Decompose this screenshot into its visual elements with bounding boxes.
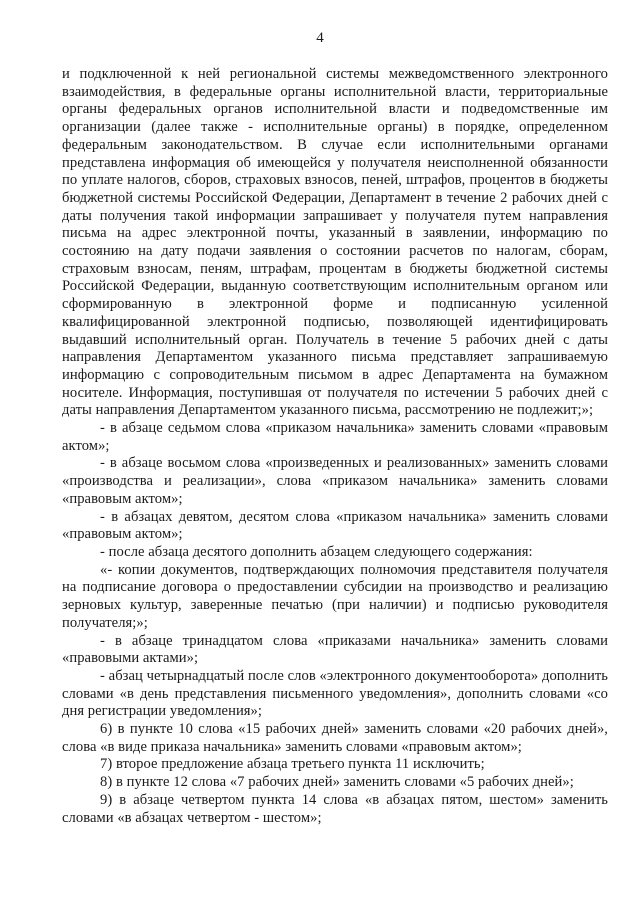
paragraph-item: - после абзаца десятого дополнить абзацем следующего содержания: [100, 543, 533, 560]
paragraph-continuation: и подключенной к ней региональной системы межведомственного электронного взаимодействия, в федеральные органы исполнительной власти, территориальные органы федеральных органов исполнительной власти и подведомственные им организации (далее также - исполнительные органы) в порядке, определенном федеральным законодательством. В случае если исполнительными органами представлена информация об имеющейся у получателя неисполненной обязанности по уплате налогов, сборов, страховых взносов, пеней, штрафов, процентов в бюджеты бюджетной системы Российской Федерации, Департамент в течение 2 рабочих дней с даты получения такой информации запрашивает у получателя путем направления письма на адрес электронной почты, указанный в заявлении, информацию по состоянию на дату подачи заявления о состоянии расчетов по налогам, сборам, страховым взносам, пеням, штрафам, процентам в бюджеты бюджетной системы Российской Федерации, выданную соответствующим исполнительным органом или сформированную в электронной форме и подписанную усиленной квалифицированной электронной подписью, позволяющей идентифицировать выдавший исполнительный орган. Получатель в течение 5 рабочих дней с даты направления Департаментом указанного письма представляет запрашиваемую информацию с сопроводительным письмом в адрес Департамента на бумажном носителе. Информация, поступившая от получателя по истечении 5 рабочих дней с даты направления Департаментом указанного письма, рассмотрению не подлежит;»; [62, 66, 608, 419]
paragraph-item: - в абзаце седьмом слова «приказом начальника» заменить словами «правовым актом»; [62, 420, 608, 454]
paragraph-point-8: 8) в пункте 12 слова «7 рабочих дней» заменить словами «5 рабочих дней»; [100, 774, 574, 791]
paragraph-point-6: 6) в пункте 10 слова «15 рабочих дней» заменить словами «20 рабочих дней», слова «в виде приказа начальника» заменить словами «правовым актом»; [62, 721, 608, 755]
document-body [62, 66, 608, 827]
paragraph-quote: «- копии документов, подтверждающих полномочия представителя получателя на подписание договора о предоставлении субсидии на производство и реализацию зерновых культур, заверенные печатью (при наличии) и подписью руководителя получателя;»; [62, 561, 608, 631]
paragraph-point-7: 7) второе предложение абзаца третьего пункта 11 исключить; [100, 756, 485, 773]
paragraph-point-9: 9) в абзаце четвертом пункта 14 слова «в абзацах пятом, шестом» заменить словами «в абзацах четвертом - шестом»; [62, 791, 608, 826]
page-number: 4 [316, 30, 324, 46]
paragraph-item: - абзац четырнадцатый после слов «электронного документооборота» дополнить словами «в день представления письменного уведомления», дополнить словами «со дня регистрации уведомления»; [62, 667, 608, 720]
paragraph-item: - в абзаце восьмом слова «произведенных и реализованных» заменить словами «производства и реализации», слова «приказом начальника» заменить словами «правовым актом»; [62, 455, 608, 507]
paragraph-item: - в абзаце тринадцатом слова «приказами начальника» заменить словами «правовыми актами»; [62, 632, 608, 667]
paragraph-item: - в абзацах девятом, десятом слова «приказом начальника» заменить словами «правовым актом»; [62, 508, 608, 543]
